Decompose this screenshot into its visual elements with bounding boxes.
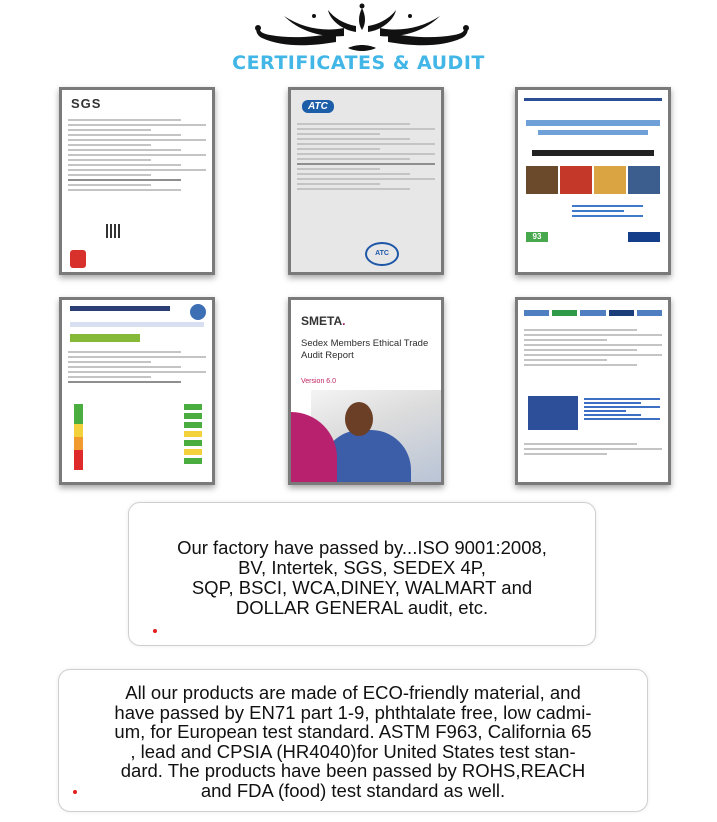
eco-statement-text: All our products are made of ECO-friendly material, and have passed by EN71 part 1-9, phthtalate free, low cadmi- um, for European test standard. ASTM F963, California 65 , lead and CPSIA (HR4040)for United States test stan- dard. The products have been passed by ROHS,REACH and FDA (food) test standard as well. bbox=[114, 682, 592, 801]
report-title-line bbox=[70, 306, 170, 311]
overall-score-bar bbox=[70, 334, 140, 342]
approved-audit-program-box bbox=[528, 396, 578, 430]
report-title: Sedex Members Ethical Trade Audit Report bbox=[301, 338, 429, 361]
decorative-swirl-ornament bbox=[244, 2, 480, 56]
score-badge: 93 bbox=[526, 232, 548, 242]
audit-statement-text: Our factory have passed by...ISO 9001:2008, BV, Intertek, SGS, SEDEX 4P, SQP, BSCI, WCA,DINEY, WALMART and DOLLAR GENERAL audit, etc. bbox=[177, 537, 547, 618]
report-text-lines bbox=[291, 120, 441, 193]
factory-name-line bbox=[532, 150, 654, 156]
atc-stamp-icon: ATC bbox=[365, 242, 399, 266]
retailer-logos bbox=[524, 308, 662, 318]
sgs-test-report-thumbnail[interactable] bbox=[59, 87, 215, 275]
atc-logo: ATC bbox=[302, 100, 334, 113]
red-dot-marker bbox=[73, 790, 77, 794]
report-text-lines bbox=[62, 348, 212, 386]
sgs-logo: SGS bbox=[71, 96, 102, 111]
walmart-audit-letter-thumbnail[interactable] bbox=[515, 297, 671, 485]
report-version: Version 6.0 bbox=[301, 378, 337, 385]
audit-statement-panel bbox=[128, 502, 596, 646]
smeta-audit-report-thumbnail[interactable] bbox=[288, 297, 444, 485]
report-text-lines bbox=[62, 116, 212, 194]
sqp-assessment-report-thumbnail[interactable] bbox=[515, 87, 671, 275]
eco-statement-panel bbox=[58, 669, 648, 812]
red-dot-marker bbox=[153, 629, 157, 633]
page-title: CERTIFICATES & AUDIT bbox=[232, 52, 485, 74]
intertek-globe-icon bbox=[190, 304, 206, 320]
intertek-logo bbox=[628, 232, 660, 242]
audit-program-list bbox=[584, 396, 660, 422]
smeta-logo: SMETA. bbox=[301, 314, 346, 328]
wca-assessment-report-thumbnail[interactable] bbox=[59, 297, 215, 485]
qr-code bbox=[106, 224, 120, 238]
factory-photos bbox=[526, 166, 660, 194]
red-seal-icon bbox=[70, 250, 86, 268]
category-score-list bbox=[158, 404, 208, 467]
report-title-line bbox=[526, 120, 660, 126]
letter-text-lines bbox=[518, 326, 668, 369]
score-thermometer bbox=[74, 404, 83, 470]
atc-test-report-thumbnail[interactable] bbox=[288, 87, 444, 275]
